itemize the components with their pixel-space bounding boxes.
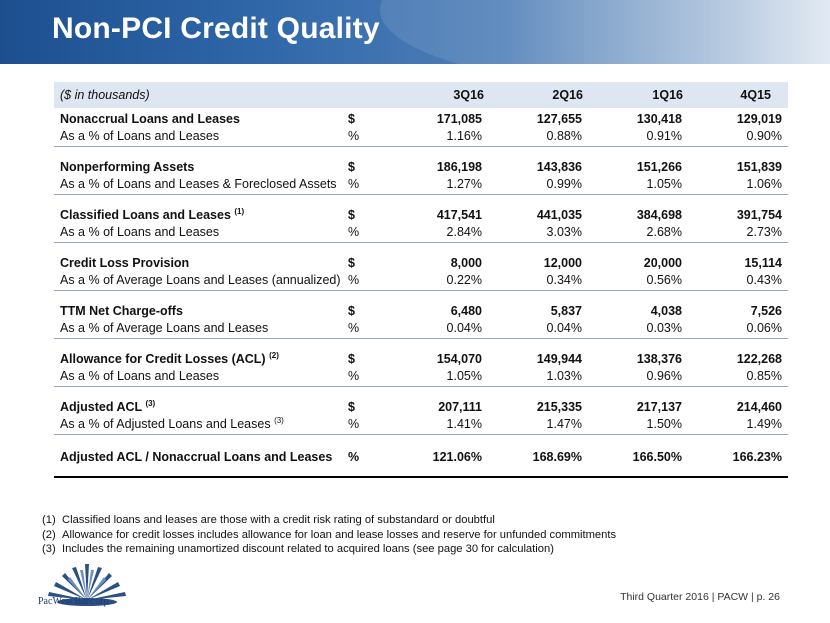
row-label — [60, 369, 219, 383]
credit-quality-table — [54, 82, 788, 472]
value-cell-4q15: 0.90% — [746, 129, 782, 143]
value-cell-4q15: 129,019 — [736, 112, 782, 126]
unit-symbol: % — [348, 321, 360, 335]
metric-row — [54, 160, 788, 177]
footnote-number: (3) — [42, 543, 56, 555]
row-label-text: Adjusted ACL / Nonaccrual Loans and Leases — [60, 450, 333, 464]
footnote-text: Classified loans and leases are those with a credit risk rating of substandard or doubtful — [62, 514, 495, 526]
unit-symbol: % — [348, 129, 360, 143]
page-title: Non-PCI Credit Quality — [52, 12, 380, 45]
row-label — [60, 450, 332, 464]
value-cell-3q16: 121.06% — [432, 450, 482, 464]
metric-row — [54, 304, 788, 321]
unit-symbol: $ — [348, 160, 355, 174]
unit-symbol: $ — [348, 208, 355, 222]
value-cell-4q15: 0.43% — [746, 273, 782, 287]
spacer — [54, 243, 788, 256]
value-cell-1q16: 0.03% — [646, 321, 682, 335]
unit-symbol: % — [348, 369, 360, 383]
unit-symbol: % — [348, 177, 360, 191]
value-cell-3q16: 186,198 — [436, 160, 482, 174]
row-label-text: TTM Net Charge-offs — [60, 304, 183, 318]
row-label — [60, 417, 284, 431]
value-cell-3q16: 0.04% — [446, 321, 482, 335]
page-footer: Third Quarter 2016 | PACW | p. 26 — [620, 591, 780, 603]
value-cell-2q16: 127,655 — [536, 112, 582, 126]
metric-row — [54, 112, 788, 129]
row-label-text: Nonperforming Assets — [60, 160, 195, 174]
value-cell-4q15: 2.73% — [746, 225, 782, 239]
footnotes — [42, 513, 616, 557]
row-label — [60, 321, 268, 335]
table-header — [54, 82, 788, 108]
footnote-ref: (3) — [145, 399, 156, 408]
value-cell-3q16: 171,085 — [436, 112, 482, 126]
value-cell-3q16: 6,480 — [450, 304, 482, 318]
value-cell-3q16: 8,000 — [450, 256, 482, 270]
value-cell-3q16: 1.05% — [446, 369, 482, 383]
table-body — [54, 112, 788, 472]
value-cell-3q16: 154,070 — [436, 352, 482, 366]
spacer — [54, 291, 788, 304]
row-label — [60, 112, 240, 126]
value-cell-3q16: 1.27% — [446, 177, 482, 191]
value-cell-2q16: 168.69% — [532, 450, 582, 464]
value-cell-2q16: 1.47% — [546, 417, 582, 431]
row-label — [60, 160, 194, 174]
metric-row — [54, 208, 788, 225]
value-cell-3q16: 1.16% — [446, 129, 482, 143]
footnote-ref: (3) — [274, 416, 284, 425]
row-label-text: Credit Loss Provision — [60, 256, 190, 270]
banner-decoration — [380, 0, 830, 64]
column-header-1q16: 1Q16 — [652, 88, 683, 102]
value-cell-3q16: 1.41% — [446, 417, 482, 431]
footnote-text: Includes the remaining unamortized discount related to acquired loans (see page 30 for calculation) — [62, 543, 554, 555]
metric-row — [54, 256, 788, 273]
ratio-row — [54, 177, 788, 195]
value-cell-4q15: 122,268 — [736, 352, 782, 366]
value-cell-1q16: 4,038 — [650, 304, 682, 318]
footnote-ref: (2) — [269, 351, 279, 360]
footnote-ref: (1) — [234, 207, 245, 216]
value-cell-2q16: 0.88% — [546, 129, 582, 143]
value-cell-3q16: 2.84% — [446, 225, 482, 239]
logo-wordmark: PacWest Bancorp — [38, 596, 109, 607]
footnote — [42, 513, 616, 528]
value-cell-4q15: 0.85% — [746, 369, 782, 383]
row-label-text: Allowance for Credit Losses (ACL) — [60, 352, 266, 366]
value-cell-1q16: 217,137 — [636, 400, 682, 414]
unit-symbol: $ — [348, 400, 355, 414]
value-cell-1q16: 2.68% — [646, 225, 682, 239]
unit-symbol: % — [348, 225, 360, 239]
row-label — [60, 256, 189, 270]
value-cell-4q15: 1.49% — [746, 417, 782, 431]
value-cell-2q16: 0.04% — [546, 321, 582, 335]
value-cell-4q15: 7,526 — [750, 304, 782, 318]
value-cell-3q16: 207,111 — [438, 400, 482, 414]
value-cell-1q16: 151,266 — [636, 160, 682, 174]
spacer — [54, 147, 788, 160]
value-cell-2q16: 215,335 — [536, 400, 582, 414]
unit-symbol: $ — [348, 352, 355, 366]
coverage-row — [54, 450, 788, 472]
value-cell-1q16: 130,418 — [636, 112, 682, 126]
row-label — [60, 129, 219, 143]
unit-symbol: % — [348, 273, 360, 287]
row-label — [60, 400, 155, 414]
units-label: ($ in thousands) — [60, 88, 150, 102]
footnote-number: (2) — [42, 528, 56, 541]
value-cell-1q16: 20,000 — [643, 256, 682, 270]
value-cell-2q16: 0.99% — [546, 177, 582, 191]
unit-symbol: % — [348, 450, 360, 464]
value-cell-1q16: 384,698 — [636, 208, 682, 222]
value-cell-2q16: 143,836 — [536, 160, 582, 174]
value-cell-4q15: 151,839 — [736, 160, 782, 174]
row-label-text: As a % of Loans and Leases — [60, 225, 220, 239]
ratio-row — [54, 225, 788, 243]
row-label-text: As a % of Loans and Leases — [60, 129, 220, 143]
value-cell-4q15: 166.23% — [732, 450, 782, 464]
ratio-row — [54, 369, 788, 387]
spacer — [54, 387, 788, 400]
unit-symbol: $ — [348, 256, 355, 270]
row-label-text: As a % of Average Loans and Leases (annualized) — [60, 273, 341, 287]
footnote-number: (1) — [42, 514, 56, 526]
value-cell-1q16: 0.96% — [646, 369, 682, 383]
value-cell-4q15: 391,754 — [736, 208, 782, 222]
value-cell-4q15: 1.06% — [746, 177, 782, 191]
value-cell-1q16: 1.50% — [646, 417, 682, 431]
footnote — [42, 542, 616, 557]
row-label — [60, 225, 219, 239]
title-banner — [0, 0, 830, 64]
value-cell-4q15: 0.06% — [746, 321, 782, 335]
value-cell-3q16: 0.22% — [446, 273, 482, 287]
value-cell-2q16: 149,944 — [536, 352, 582, 366]
value-cell-1q16: 0.56% — [646, 273, 682, 287]
table-bottom-rule — [54, 476, 788, 478]
row-label-text: As a % of Adjusted Loans and Leases — [60, 417, 271, 431]
value-cell-2q16: 3.03% — [546, 225, 582, 239]
unit-symbol: $ — [348, 304, 355, 318]
metric-row — [54, 352, 788, 369]
row-label-text: Classified Loans and Leases — [60, 208, 231, 222]
row-label — [60, 352, 279, 366]
value-cell-3q16: 417,541 — [436, 208, 482, 222]
value-cell-1q16: 0.91% — [646, 129, 682, 143]
row-label-text: As a % of Loans and Leases — [60, 369, 220, 383]
ratio-row — [54, 417, 788, 435]
spacer — [54, 339, 788, 352]
column-header-3q16: 3Q16 — [453, 88, 484, 102]
spacer — [54, 195, 788, 208]
row-label-text: Nonaccrual Loans and Leases — [60, 112, 240, 126]
value-cell-1q16: 138,376 — [636, 352, 682, 366]
value-cell-4q15: 214,460 — [736, 400, 782, 414]
spacer — [54, 435, 788, 450]
column-header-2q16: 2Q16 — [552, 88, 583, 102]
value-cell-1q16: 166.50% — [632, 450, 682, 464]
ratio-row — [54, 273, 788, 291]
column-header-4q15: 4Q15 — [740, 88, 771, 102]
footnote-text: Allowance for credit losses includes allowance for loan and lease losses and reserve for unfunded commitments — [62, 528, 617, 541]
row-label — [60, 177, 337, 191]
ratio-row — [54, 321, 788, 339]
row-label-text: Adjusted ACL — [60, 400, 142, 414]
row-label — [60, 273, 341, 287]
value-cell-2q16: 441,035 — [536, 208, 582, 222]
footnote — [42, 528, 616, 543]
row-label — [60, 304, 183, 318]
value-cell-2q16: 5,837 — [550, 304, 582, 318]
value-cell-1q16: 1.05% — [646, 177, 682, 191]
value-cell-2q16: 0.34% — [546, 273, 582, 287]
row-label-text: As a % of Loans and Leases & Foreclosed Assets — [60, 177, 337, 191]
row-label — [60, 208, 244, 222]
unit-symbol: $ — [348, 112, 355, 126]
row-label-text: As a % of Average Loans and Leases — [60, 321, 269, 335]
value-cell-2q16: 12,000 — [543, 256, 582, 270]
metric-row — [54, 400, 788, 417]
ratio-row — [54, 129, 788, 147]
value-cell-2q16: 1.03% — [546, 369, 582, 383]
value-cell-4q15: 15,114 — [744, 256, 782, 270]
unit-symbol: % — [348, 417, 360, 431]
